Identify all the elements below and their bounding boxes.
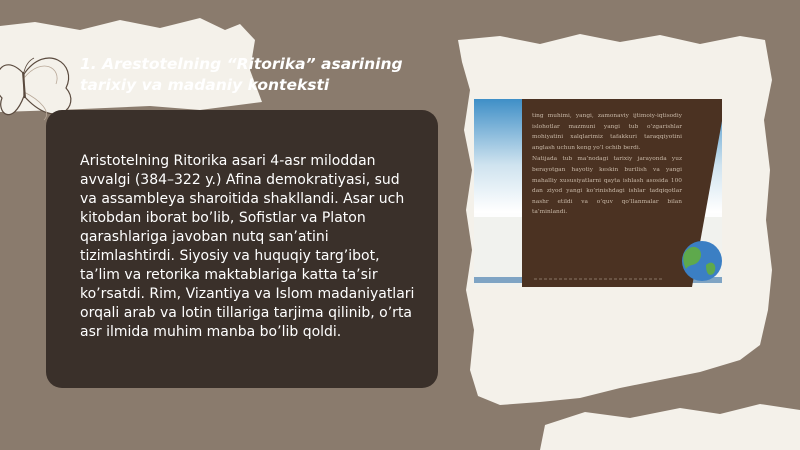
slide-title-line-2: tarixiy va madaniy konteksti — [80, 76, 330, 94]
body-text-box — [46, 110, 438, 388]
book-page-paragraph: Natijada tub ma’nodagi tarixiy jarayonda yuz berayotgan hayotiy keskin burilish va yangi mahalliy xususiyatlarni qayta ishlash asosida 100 dan ziyod yangi ko’rinishdagi ishlar tadqiqotlar nashr etildi va o’quv qo’llanmalar bilan ta’minlandi. — [532, 156, 682, 216]
globe-icon — [682, 241, 722, 281]
body-text: Aristotelning Ritorika asari 4-asr miloddan avvalgi (384–322 y.) Afina demokratiyasi, sud va assambleya sharoitida shakllandi. Asar uch kitobdan iborat bo’lib, Sofistlar va Platon qarashlariga javoban nutq san’atini tizimlashtirdi. Siyosiy va huquqiy targ’ibot, ta’lim va retorika maktablariga katta ta’sir ko’rsatdi. Rim, Vizantiya va Islom madaniyatlari orqali arab va lotin tillariga tarjima qilinib, o’rta asr ilmida muhim manba bo’lib qoldi. — [80, 153, 415, 340]
torn-paper-bottom — [540, 404, 800, 450]
book-page-photo — [474, 99, 722, 287]
slide-title — [80, 54, 460, 96]
book-page-text — [532, 111, 682, 219]
slide-title-line-1: 1. Arestotelning “Ritorika” asarining — [80, 55, 403, 73]
book-page-paragraph: ting muhimi, yangi, zamonaviy ijtimoiy-iqtisodiy islohotlar mazmuni yangi tub o’zgarishlar mohiyatini xalqlarimiz tafakkuri taraqqiyotini anglash uchun keng yo’l ochib berdi. — [532, 113, 682, 151]
